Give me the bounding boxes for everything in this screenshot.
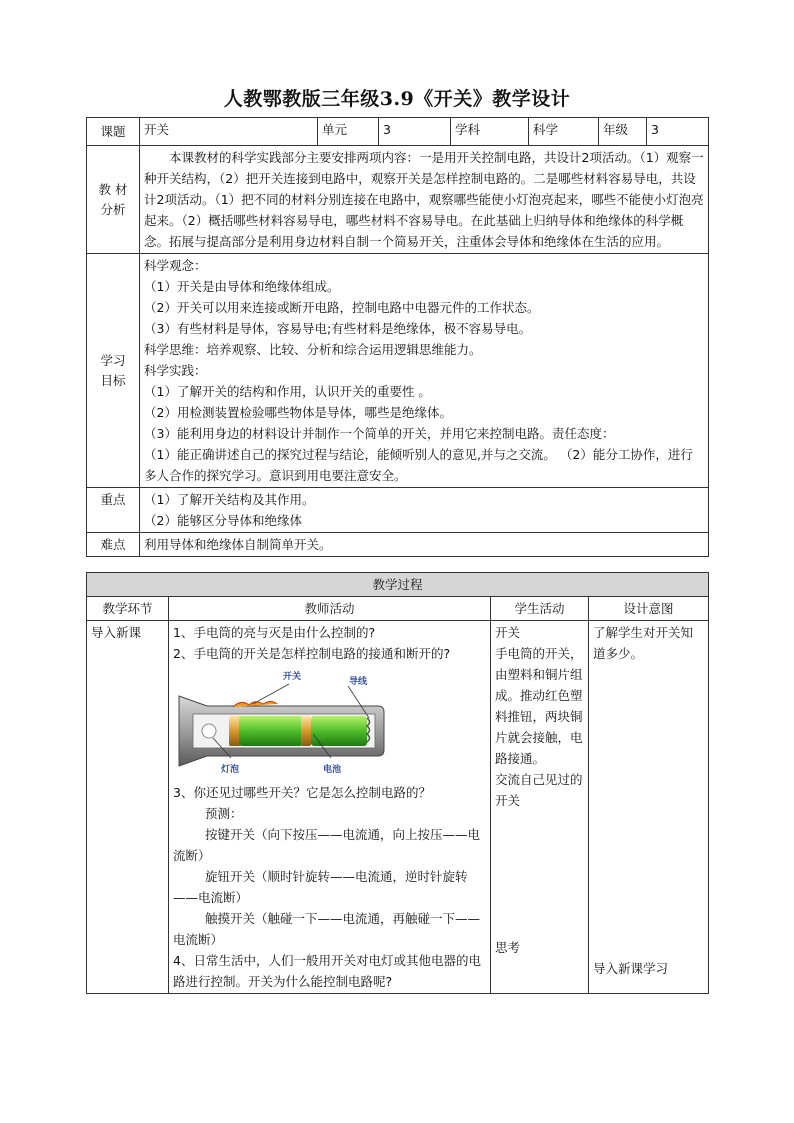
analysis-label [87, 146, 140, 254]
student-s3: 交流自己见过的开关 [495, 772, 583, 808]
subject-value: 科学 [529, 118, 599, 146]
teacher-q1: 1、手电筒的亮与灭是由什么控制的? [173, 625, 376, 640]
switch-pointer [253, 684, 289, 704]
goal-line: （1）了解开关的结构和作用，认识开关的重要性 。 [144, 384, 431, 399]
battery-terminal [301, 716, 311, 746]
unit-label: 单元 [318, 118, 379, 146]
predict-item: 旋钮开关（顺时针旋转——电流通，逆时针旋转——电流断） [173, 869, 468, 905]
student-s4: 思考 [495, 940, 521, 955]
grade-label: 年级 [599, 118, 647, 146]
flashlight-diagram [173, 666, 388, 778]
course-value: 开关 [140, 118, 318, 146]
header-intent: 设计意图 [589, 597, 709, 621]
predict-item: 按键开关（向下按压——电流通，向上按压——电流断） [173, 827, 481, 863]
goal-line: 科学实践： [144, 363, 207, 378]
process-header-row [87, 597, 709, 621]
page-title: 人教鄂教版三年级3.9《开关》教学设计 [223, 88, 571, 110]
label-bulb: 灯泡 [221, 765, 240, 775]
info-row [87, 118, 709, 146]
predict-label: 预测： [205, 806, 243, 821]
student-s2: 手电筒的开关，由塑料和铜片组成。推动红色塑料推钮，两块铜片就会接触，电路接通。 [495, 646, 583, 766]
intent-i2: 导入新课学习 [593, 961, 669, 976]
header-stage: 教学环节 [87, 597, 169, 621]
goal-line: 科学观念： [144, 258, 207, 273]
stage-cell: 导入新课 [87, 621, 169, 994]
goal-line: （1）开关是由导体和绝缘体组成。 [144, 279, 340, 294]
course-label: 课题 [87, 118, 140, 146]
teacher-q2: 2、手电筒的开关是怎样控制电路的接通和断开的? [173, 646, 451, 661]
subject-label: 学科 [451, 118, 529, 146]
analysis-row [87, 146, 709, 254]
intent-cell [589, 621, 709, 994]
goals-row [87, 254, 709, 488]
label-battery: 电池 [323, 765, 342, 775]
goal-line: （3）能利用身边的材料设计并制作一个简单的开关，并用它来控制电路。责任态度： [144, 426, 615, 441]
key-points-label: 重点 [87, 488, 140, 533]
difficulty-label: 难点 [87, 533, 140, 557]
key-points-text [140, 488, 709, 533]
label-wire: 导线 [349, 677, 368, 687]
header-student: 学生活动 [491, 597, 589, 621]
process-title: 教学过程 [87, 573, 709, 597]
goal-line: 科学思维：培养观察、比较、分析和综合运用逻辑思维能力。 [144, 342, 482, 357]
goals-label-line: 目标 [100, 372, 126, 388]
difficulty-text: 利用导体和绝缘体自制简单开关。 [140, 533, 709, 557]
bulb-icon [202, 724, 216, 738]
predict-item: 触摸开关（触碰一下——电流通，再触碰一下——电流断） [173, 911, 481, 947]
key-point-line: （2）能够区分导体和绝缘体 [144, 513, 302, 528]
teacher-q3: 3、你还见过哪些开关？它是怎么控制电路的？ [173, 785, 431, 800]
unit-value: 3 [379, 118, 451, 146]
process-title-row [87, 573, 709, 597]
goal-line: （2）开关可以用来连接或断开电路，控制电路中电器元件的工作状态。 [144, 300, 540, 315]
battery-icon [311, 716, 367, 746]
analysis-label-line: 教 材 [98, 181, 128, 197]
process-row [87, 621, 709, 994]
spacer [593, 664, 704, 958]
info-table [86, 117, 709, 557]
analysis-text: 本课教材的科学实践部分主要安排两项内容：一是用开关控制电路，共设计2项活动。（1）观察一种开关结构，（2）把开关连接到电路中，观察开关是怎样控制电路的。二是哪些材料容易导电，共设计2项活动。（1）把不同的材料分别连接在电路中，观察哪些能使小灯泡亮起来，哪些不能使小灯泡亮起来。（2）概括哪些材料容易导电，哪些材料不容易导电。在此基础上归纳导体和绝缘体的科学概念。拓展与提高部分是利用身边材料自制一个简易开关，注重体会导体和绝缘体在生活的应用。 [140, 146, 709, 254]
difficulty-row [87, 533, 709, 557]
grade-value: 3 [647, 118, 709, 146]
header-teacher: 教师活动 [169, 597, 491, 621]
intent-i1: 了解学生对开关知道多少。 [593, 625, 694, 661]
teacher-q4: 4、日常生活中，人们一般用开关对电灯或其他电器的电路进行控制。开关为什么能控制电路呢? [173, 953, 481, 989]
goals-label-line: 学习 [100, 352, 126, 368]
spacer [495, 811, 584, 937]
analysis-label-line: 分析 [100, 201, 126, 217]
goals-label [87, 254, 140, 488]
goal-line: （3）有些材料是导体，容易导电;有些材料是绝缘体，极不容易导电。 [144, 321, 532, 336]
teacher-cell [169, 621, 491, 994]
student-cell [491, 621, 589, 994]
battery-icon [239, 716, 303, 746]
label-switch: 开关 [283, 672, 302, 682]
key-points-row [87, 488, 709, 533]
key-point-line: （1）了解开关结构及其作用。 [144, 492, 315, 507]
goal-line: （2）用检测装置检验哪些物体是导体，哪些是绝缘体。 [144, 405, 452, 420]
goal-line: （1）能正确讲述自己的探究过程与结论，能倾听别人的意见,并与之交流。 （2）能分工协作，进行多人合作的探究学习。意识到用电要注意安全。 [144, 447, 693, 483]
goals-text [140, 254, 709, 488]
student-s1: 开关 [495, 625, 521, 640]
process-table [86, 572, 709, 994]
